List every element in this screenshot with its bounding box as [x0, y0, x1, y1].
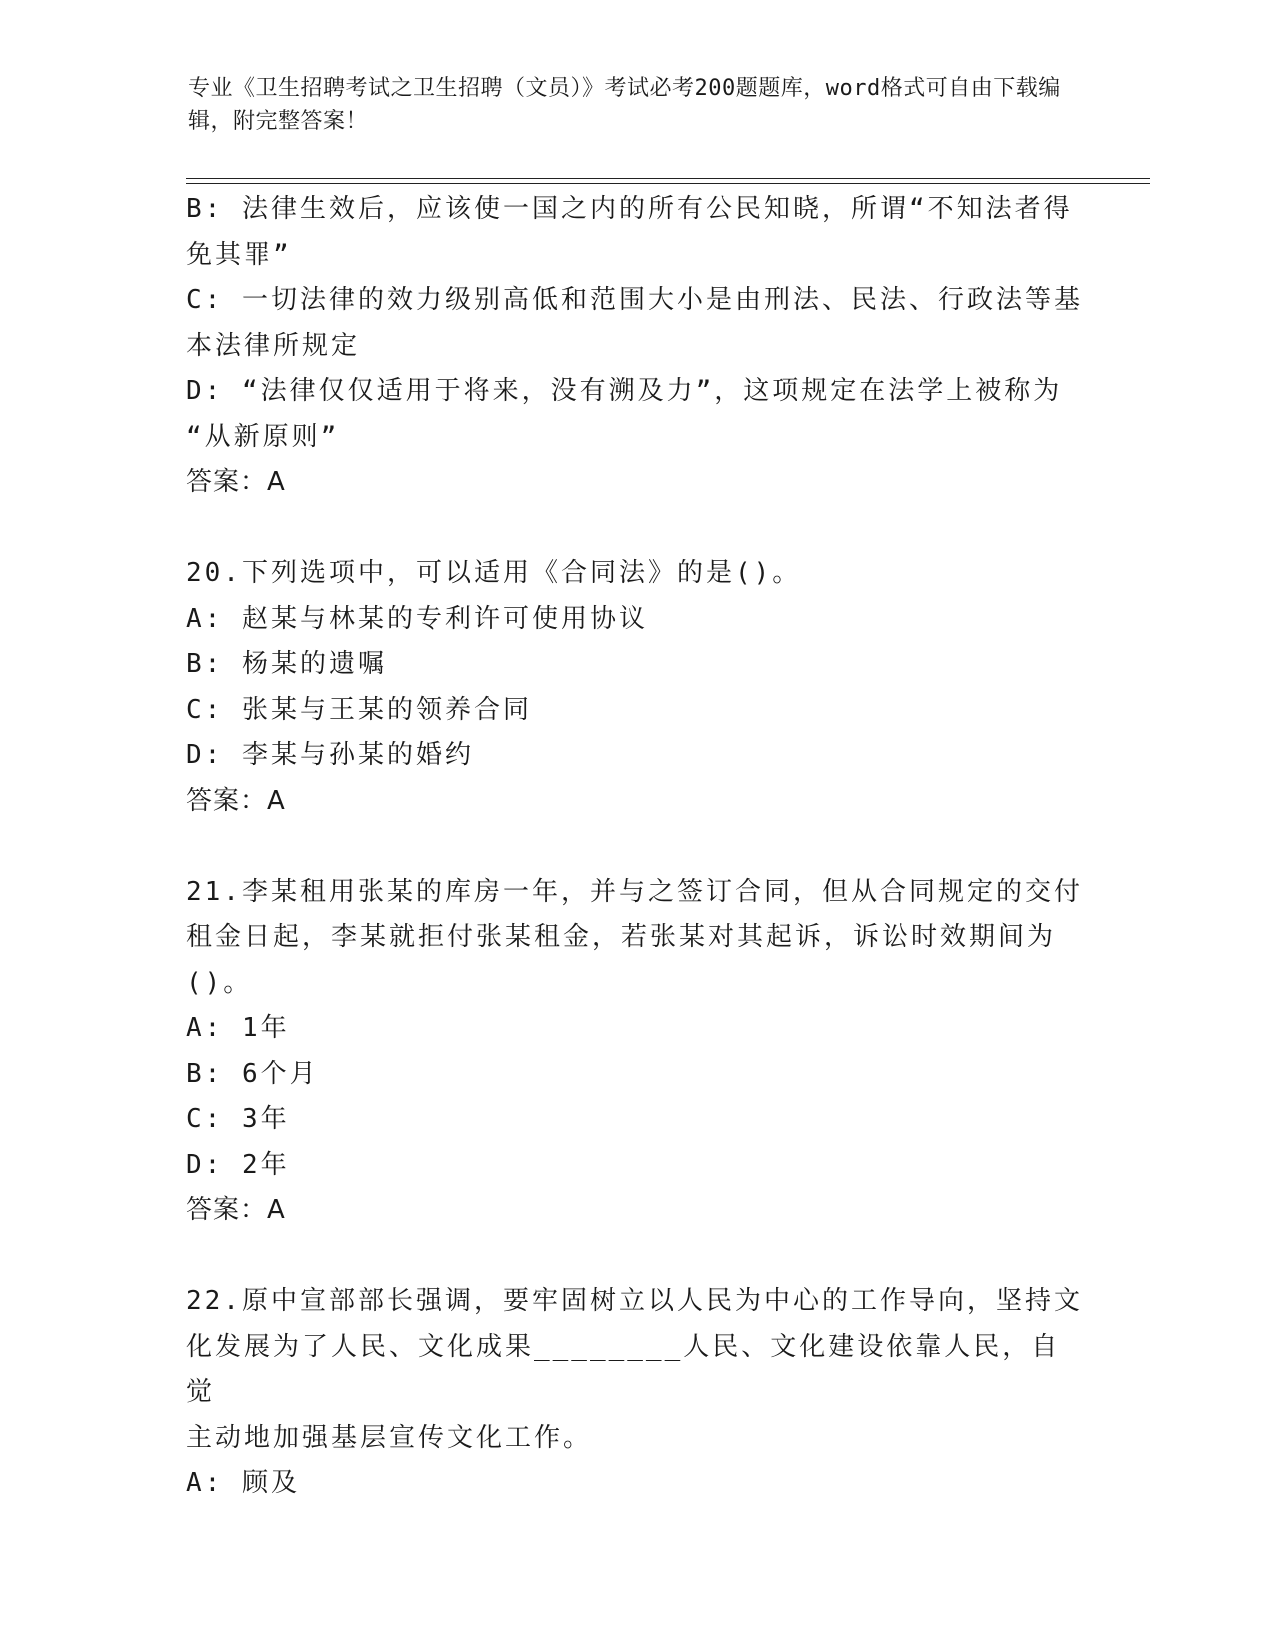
q22-question-line1: 22.原中宣部部长强调，要牢固树立以人民为中心的工作导向，坚持文 — [186, 1286, 1083, 1316]
q19-option-d-line1: D: “法律仅仅适用于将来，没有溯及力”，这项规定在法学上被称为 — [186, 376, 1063, 406]
question-content — [186, 187, 1086, 1507]
question-21-block — [186, 870, 1086, 1234]
q21-answer: 答案：A — [186, 1195, 286, 1225]
question-19-block — [186, 187, 1086, 506]
spacer — [186, 506, 1086, 552]
q19-option-c-line1: C: 一切法律的效力级别高低和范围大小是由刑法、民法、行政法等基 — [186, 285, 1083, 315]
q19-option-d-line2: “从新原则” — [186, 421, 340, 452]
q20-question: 20.下列选项中，可以适用《合同法》的是()。 — [186, 558, 802, 588]
q20-option-d: D: 李某与孙某的婚约 — [186, 740, 474, 770]
page-header — [188, 72, 1068, 138]
header-rule-bottom — [186, 183, 1150, 184]
q21-option-d: D: 2年 — [186, 1149, 290, 1180]
q21-question-line3: ()。 — [186, 967, 253, 998]
header-text: 专业《卫生招聘考试之卫生招聘（文员）》考试必考200题题库，word格式可自由下载编辑，附完整答案！ — [188, 76, 1061, 134]
q21-question-line2: 租金日起，李某就拒付张某租金，若张某对其起诉，诉讼时效期间为 — [186, 922, 1057, 952]
q21-option-c: C: 3年 — [186, 1104, 290, 1134]
q19-option-c-line2: 本法律所规定 — [186, 330, 361, 361]
q21-option-a: A: 1年 — [186, 1013, 290, 1043]
q20-answer: 答案：A — [186, 785, 286, 816]
q19-option-b-line1: B: 法律生效后，应该使一国之内的所有公民知晓，所谓“不知法者得 — [186, 194, 1073, 224]
q19-answer: 答案：A — [186, 467, 286, 497]
header-rule-top — [186, 178, 1150, 179]
spacer — [186, 1234, 1086, 1280]
spacer — [186, 824, 1086, 870]
question-22-block — [186, 1279, 1086, 1507]
q21-question-line1: 21.李某租用张某的库房一年，并与之签订合同，但从合同规定的交付 — [186, 876, 1083, 907]
q19-option-b-line2: 免其罪” — [186, 239, 292, 270]
q21-option-b: B: 6个月 — [186, 1058, 319, 1089]
q20-option-b: B: 杨某的遗嘱 — [186, 649, 387, 679]
q20-option-a: A: 赵某与林某的专利许可使用协议 — [186, 603, 648, 634]
question-20-block — [186, 551, 1086, 824]
q22-option-a: A: 顾及 — [186, 1468, 300, 1498]
q22-question-line3: 主动地加强基层宣传文化工作。 — [186, 1422, 593, 1453]
q22-question-line2: 化发展为了人民、文化成果________人民、文化建设依靠人民，自觉 — [186, 1331, 1061, 1407]
q20-option-c: C: 张某与王某的领养合同 — [186, 694, 532, 725]
